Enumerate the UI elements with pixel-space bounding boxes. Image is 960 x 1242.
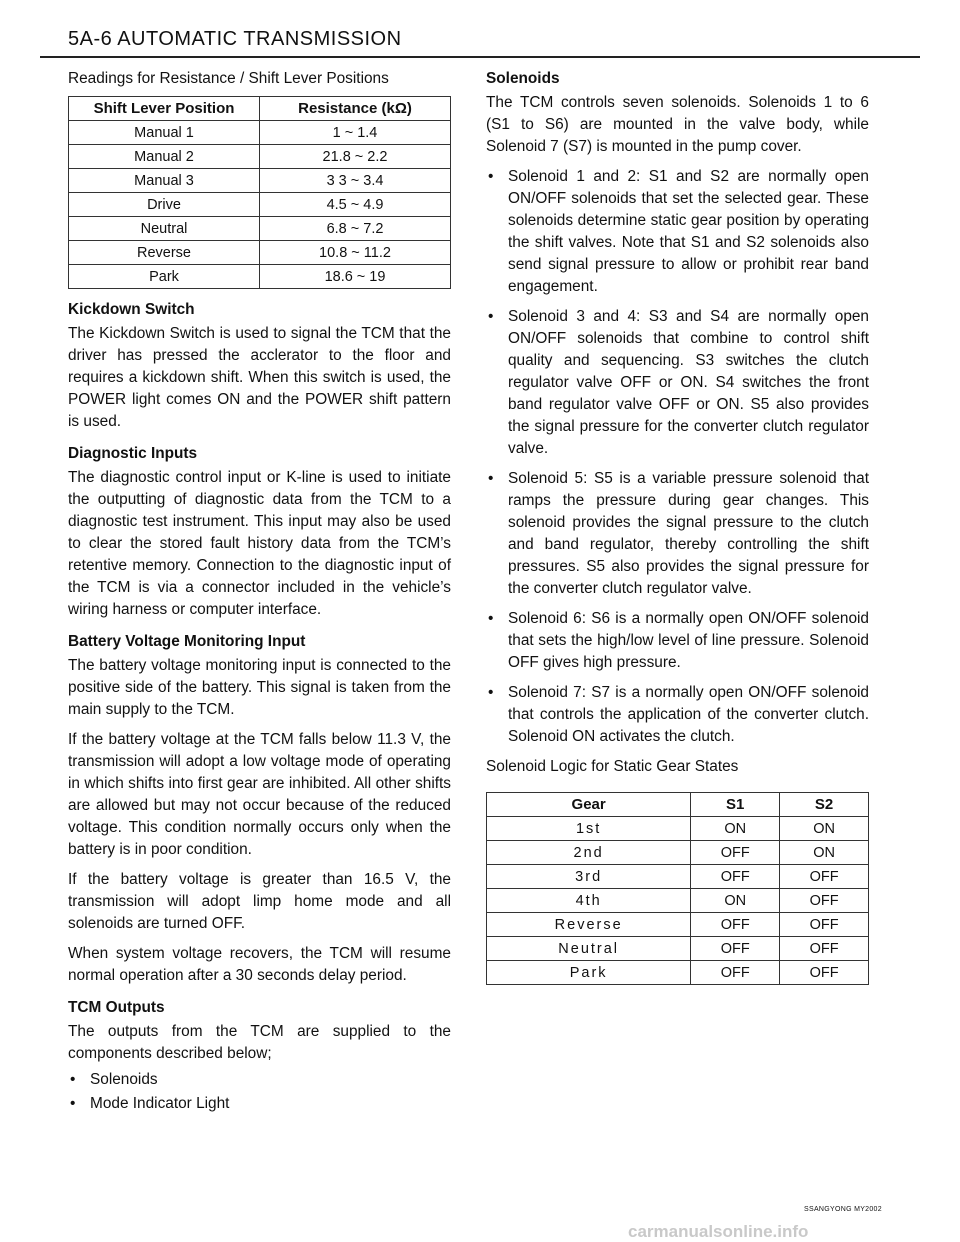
table-row — [487, 961, 869, 985]
table-header-row — [487, 793, 869, 817]
table-cell: Drive — [69, 193, 260, 217]
table-cell: 4.5 ~ 4.9 — [260, 193, 451, 217]
column-header: Gear — [487, 793, 691, 817]
kickdown-heading: Kickdown Switch — [68, 301, 195, 318]
table-row — [69, 193, 451, 217]
table-cell: 4th — [487, 889, 691, 913]
outputs-list — [68, 1069, 451, 1115]
table-cell: OFF — [780, 961, 869, 985]
table-cell: OFF — [780, 937, 869, 961]
table-row — [69, 121, 451, 145]
right-column — [486, 68, 869, 985]
table-cell: 21.8 ~ 2.2 — [260, 145, 451, 169]
table-row — [487, 937, 869, 961]
table-cell: Reverse — [69, 241, 260, 265]
battery-paragraph: If the battery voltage is greater than 16.5 V, the transmission will adopt limp home mode and all solenoids are turned OFF. — [68, 871, 451, 932]
header-divider — [40, 56, 920, 58]
table-row — [69, 169, 451, 193]
table-row — [69, 241, 451, 265]
table-cell: 6.8 ~ 7.2 — [260, 217, 451, 241]
table-cell: 18.6 ~ 19 — [260, 265, 451, 289]
table-cell: Manual 1 — [69, 121, 260, 145]
logic-caption: Solenoid Logic for Static Gear States — [486, 758, 739, 775]
outputs-heading: TCM Outputs — [68, 999, 165, 1016]
table-header-row — [69, 97, 451, 121]
column-header: Shift Lever Position — [69, 97, 260, 121]
column-header: S1 — [691, 793, 780, 817]
list-item: • Solenoids — [68, 1069, 451, 1091]
solenoid-list — [486, 166, 869, 748]
table-cell: OFF — [780, 865, 869, 889]
table-cell: OFF — [691, 961, 780, 985]
list-item: • Solenoid 5: S5 is a variable pressure solenoid that ramps the pressure during gear changes. This solenoid provides the signal pressure to the clutch and band regulator, thereby controlling the shift pressures. S5 also provides the signal pressure for the converter clutch regulator valve. — [486, 468, 869, 600]
table-cell: ON — [780, 817, 869, 841]
table-cell: 10.8 ~ 11.2 — [260, 241, 451, 265]
battery-heading: Battery Voltage Monitoring Input — [68, 633, 306, 650]
table-row — [69, 145, 451, 169]
table-cell: Reverse — [487, 913, 691, 937]
page-title: 5A-6 AUTOMATIC TRANSMISSION — [68, 28, 402, 50]
table-cell: Manual 2 — [69, 145, 260, 169]
diagnostic-paragraph: The diagnostic control input or K-line is used to initiate the outputting of diagnostic data from the TCM to a diagnostic test instrument. This input may also be used to clear the stored fault history data from the TCM’s retentive memory. Connection to the diagnostic input of the TCM is via a connector included in the vehicle’s wiring harness or computer interface. — [68, 469, 451, 618]
table-cell: OFF — [691, 865, 780, 889]
diagnostic-heading: Diagnostic Inputs — [68, 445, 198, 462]
left-column — [68, 68, 451, 1117]
table-cell: ON — [691, 889, 780, 913]
battery-paragraph: If the battery voltage at the TCM falls below 11.3 V, the transmission will adopt a low voltage mode of operating in which shifts into first gear are inhibited. All other shifts are allowed but may not occur because of the reduced voltage. This condition normally occurs only when the battery is in poor condition. — [68, 731, 451, 858]
kickdown-paragraph: The Kickdown Switch is used to signal the TCM that the driver has pressed the acclerator to the floor and requires a kickdown shift. When this switch is used, the POWER light comes ON and the POWER shift pattern is used. — [68, 325, 451, 430]
resistance-caption: Readings for Resistance / Shift Lever Positions — [68, 70, 389, 87]
table-row — [487, 865, 869, 889]
table-row — [487, 817, 869, 841]
table-cell: OFF — [691, 913, 780, 937]
table-row — [487, 841, 869, 865]
table-row — [69, 265, 451, 289]
table-cell: Manual 3 — [69, 169, 260, 193]
list-item: • Solenoid 1 and 2: S1 and S2 are normally open ON/OFF solenoids that set the selected gear. These solenoids determine static gear position by operating the shift valves. Note that S1 and S2 solenoids also send signal pressure to allow or prohibit rear band engagement. — [486, 166, 869, 298]
solenoid-logic-table — [486, 792, 869, 985]
table-cell: Park — [487, 961, 691, 985]
table-cell: 1 ~ 1.4 — [260, 121, 451, 145]
table-cell: 3 3 ~ 3.4 — [260, 169, 451, 193]
table-cell: OFF — [780, 889, 869, 913]
footer-label: SSANGYONG MY2002 — [804, 1206, 882, 1213]
table-cell: OFF — [780, 913, 869, 937]
solenoids-heading: Solenoids — [486, 70, 560, 87]
list-item: • Mode Indicator Light — [68, 1093, 451, 1115]
table-cell: 3rd — [487, 865, 691, 889]
column-header: Resistance (kΩ) — [260, 97, 451, 121]
list-item: • Solenoid 3 and 4: S3 and S4 are normally open ON/OFF solenoids that combine to control shift quality and sequencing. S3 switches the clutch regulator valve OFF or ON. S4 switches the front band regulator valve OFF or ON. S5 also provides the signal pressure for the converter clutch regulator valve. — [486, 306, 869, 460]
list-item: • Solenoid 7: S7 is a normally open ON/OFF solenoid that controls the application of the converter clutch. Solenoid ON activates the clutch. — [486, 682, 869, 748]
column-header: S2 — [780, 793, 869, 817]
table-cell: ON — [780, 841, 869, 865]
battery-paragraph: The battery voltage monitoring input is connected to the positive side of the battery. This signal is taken from the main supply to the TCM. — [68, 657, 451, 718]
solenoids-paragraph: The TCM controls seven solenoids. Solenoids 1 to 6 (S1 to S6) are mounted in the valve body, while Solenoid 7 (S7) is mounted in the pump cover. — [486, 94, 869, 155]
table-cell: 1st — [487, 817, 691, 841]
table-row — [69, 217, 451, 241]
outputs-paragraph: The outputs from the TCM are supplied to the components described below; — [68, 1023, 451, 1062]
watermark: carmanualsonline.info — [628, 1222, 809, 1241]
table-row — [487, 889, 869, 913]
table-row — [487, 913, 869, 937]
table-cell: ON — [691, 817, 780, 841]
table-cell: OFF — [691, 937, 780, 961]
table-cell: 2nd — [487, 841, 691, 865]
table-cell: Park — [69, 265, 260, 289]
resistance-table — [68, 96, 451, 289]
battery-paragraph: When system voltage recovers, the TCM will resume normal operation after a 30 seconds delay period. — [68, 945, 451, 984]
list-item: • Solenoid 6: S6 is a normally open ON/OFF solenoid that sets the high/low level of line pressure. Solenoid OFF gives high pressure. — [486, 608, 869, 674]
table-cell: OFF — [691, 841, 780, 865]
table-cell: Neutral — [69, 217, 260, 241]
table-cell: Neutral — [487, 937, 691, 961]
